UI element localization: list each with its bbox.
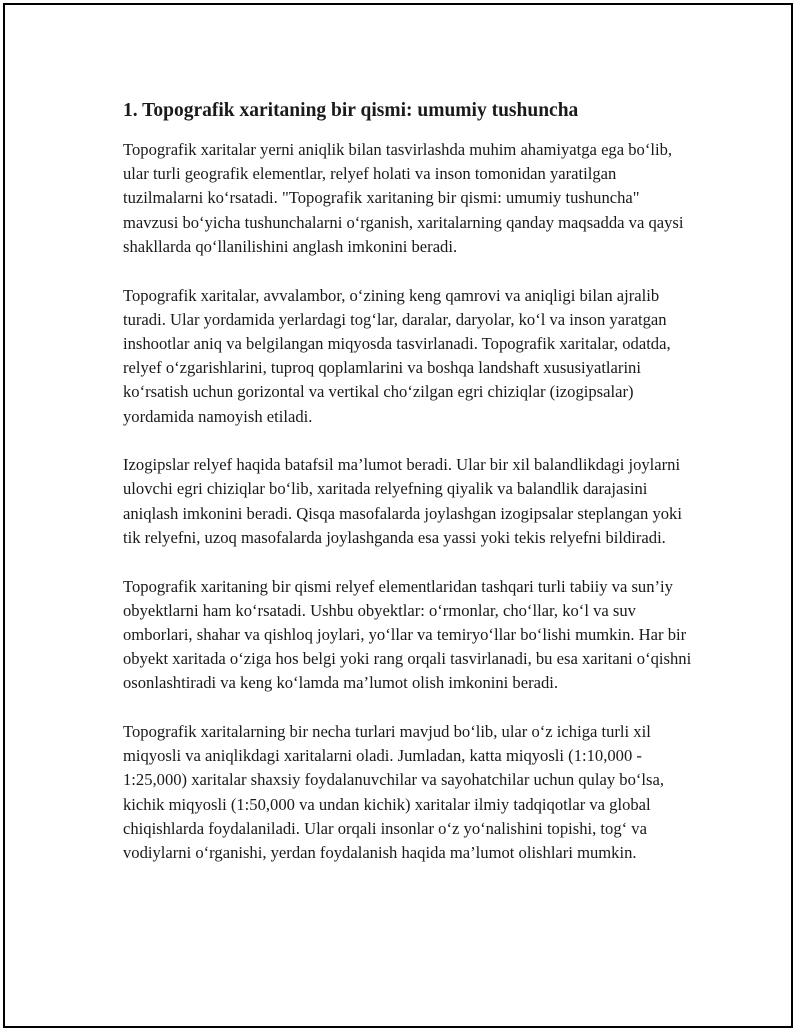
paragraph-objects: Topografik xaritaning bir qismi relyef elementlaridan tashqari turli tabiiy va sun’iy obyektlarni ham ko‘rsatadi. Ushbu obyektlar: o‘rmonlar, cho‘llar, ko‘l va suv omborlari, shahar va qishloq joylari, yo‘llar va temiryo‘llar bo‘lishi mumkin. Har bir obyekt xaritada o‘ziga hos belgi yoki rang orqali tasvirlanadi, bu esa xaritani o‘qishni osonlashtiradi va keng ko‘lamda ma’lumot olish imkonini beradi. [123,576,692,693]
paragraph-contours: Izogipslar relyef haqida batafsil ma’lumot beradi. Ular bir xil balandlikdagi joylarni ulovchi egri chiziqlar bo‘lib, xaritada relyefning qiyalik va balandlik darajasini aniqlash imkonini beradi. Qisqa masofalarda joylashgan izogipsalar steplangan yoki tik relyefni, uzoq masofalarda joylashganda esa yassi yoki tekis relyefni bildiradi. [123,455,682,547]
paragraph-features: Topografik xaritalar, avvalambor, o‘zining keng qamrovi va aniqligi bilan ajralib turadi. Ular yordamida yerlardagi tog‘lar, daralar, daryolar, ko‘l va inson yaratgan inshootlar aniq va belgilangan miqyosda tasvirlanadi. Topografik xaritalar, odatda, relyef o‘zgarishlarini, tuproq qoplamlarini va boshqa landshaft xususiyatlarini ko‘rsatish uchun gorizontal va vertikal cho‘zilgan egri chiziqlar (izogipsalar) yordamida namoyish etiladi. [123,285,671,426]
section-heading: 1. Topografik xaritaning bir qismi: umumiy tushuncha [123,100,579,121]
page-frame [3,3,793,1028]
document-body [123,98,693,865]
paragraph-intro: Topografik xaritalar yerni aniqlik bilan tasvirlashda muhim ahamiyatga ega bo‘lib, ular turli geografik elementlar, relyef holati va inson tomonidan yaratilgan tuzilmalarni ko‘rsatadi. "Topografik xaritaning bir qismi: umumiy tushuncha" mavzusi bo‘yicha tushunchalarni o‘rganish, xaritalarning qanday maqsadda va qaysi shakllarda qo‘llanilishini anglash imkonini beradi. [123,140,684,256]
paragraph-map-types: Topografik xaritalarning bir necha turlari mavjud bo‘lib, ular o‘z ichiga turli xil miqyosli va aniqlikdagi xaritalarni oladi. Jumladan, katta miqyosli (1:10,000 - 1:25,000) xaritalar shaxsiy foydalanuvchilar va sayohatchilar uchun qulay bo‘lsa, kichik miqyosli (1:50,000 va undan kichik) xaritalar ilmiy tadqiqotlar va global chiqishlarda foydalaniladi. Ular orqali insonlar o‘z yo‘nalishini topishi, tog‘ va vodiylarni o‘rganishi, yerdan foydalanish haqida ma’lumot olishlari mumkin. [123,722,664,863]
